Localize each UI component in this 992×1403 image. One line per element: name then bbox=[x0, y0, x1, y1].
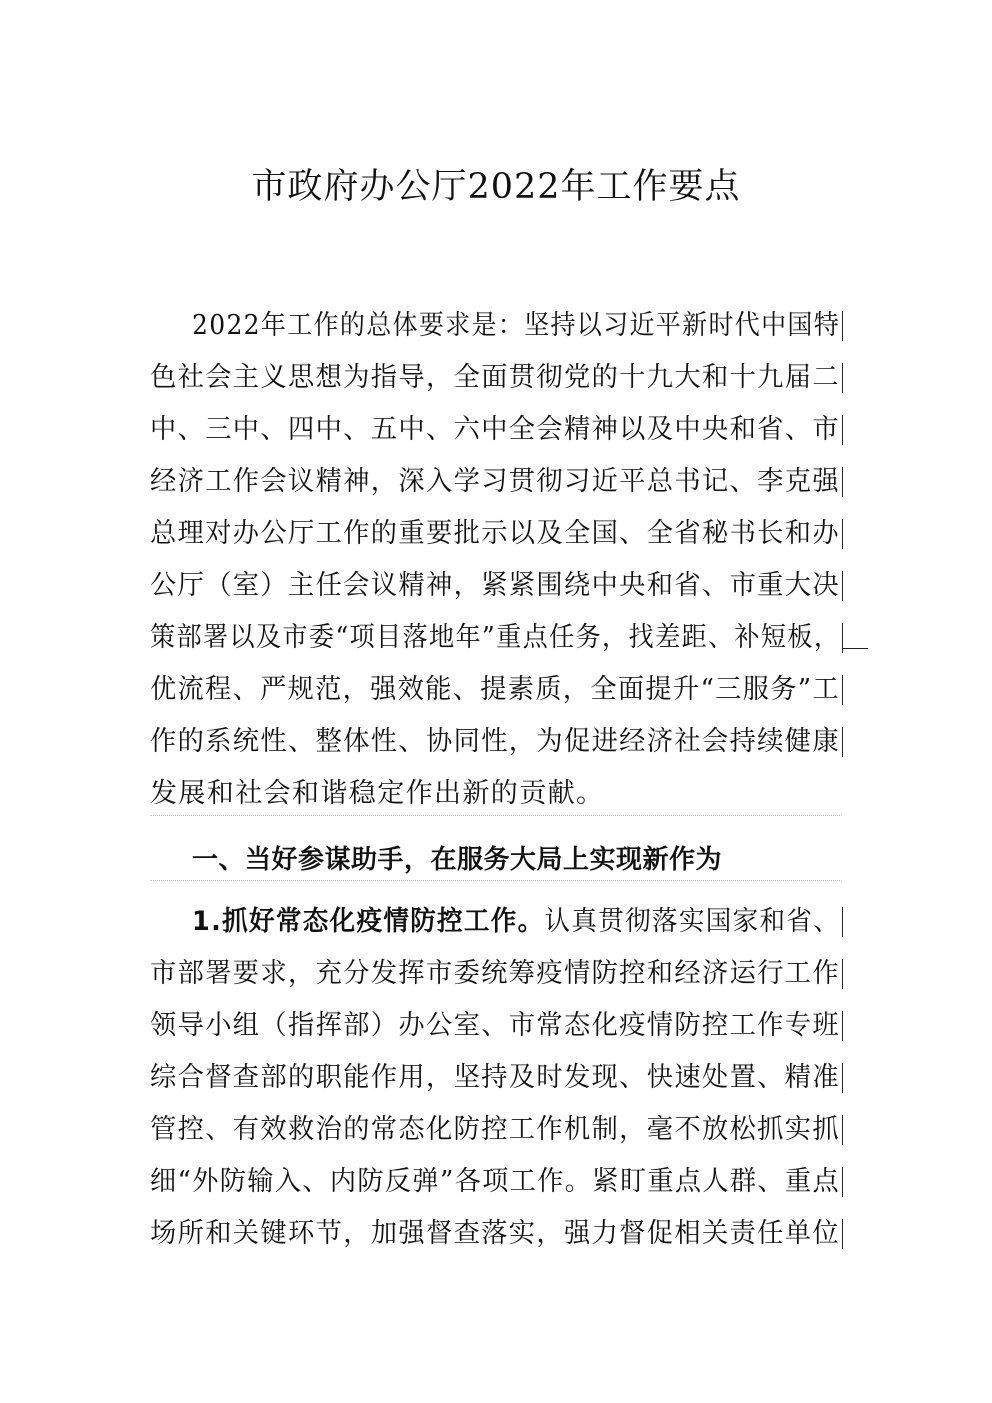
margin-mark bbox=[842, 415, 843, 445]
intro-line: 发展和社会和谐稳定作出新的贡献。 bbox=[150, 778, 605, 809]
item1-first-line bbox=[192, 902, 840, 942]
margin-mark bbox=[842, 1219, 843, 1249]
item1-lead: 1.抓好常态化疫情防控工作。 bbox=[192, 906, 545, 937]
intro-line: 经济工作会议精神，深入学习贯彻习近平总书记、李克强 bbox=[150, 466, 840, 497]
section-heading: 一、当好参谋助手，在服务大局上实现新作为 bbox=[192, 845, 723, 875]
intro-line: 总理对办公厅工作的重要批示以及全国、全省秘书长和办 bbox=[150, 518, 840, 549]
item1-line: 市部署要求，充分发挥市委统筹疫情防控和经济运行工作 bbox=[150, 958, 840, 989]
margin-mark bbox=[842, 675, 843, 705]
item1-line: 领导小组（指挥部）办公室、市常态化疫情防控工作专班 bbox=[150, 1010, 840, 1041]
document-title: 市政府办公厅2022年工作要点 bbox=[251, 167, 741, 207]
margin-mark bbox=[842, 467, 843, 497]
margin-mark bbox=[842, 311, 843, 341]
intro-line: 优流程、严规范，强效能、提素质，全面提升“三服务”工 bbox=[150, 674, 841, 705]
item1-line: 综合督查部的职能作用，坚持及时发现、快速处置、精准 bbox=[150, 1062, 840, 1093]
item1-first-line-rest: 认真贯彻落实国家和省、 bbox=[544, 906, 841, 937]
item1-line: 场所和关键环节，加强督查落实，强力督促相关责任单位 bbox=[150, 1218, 840, 1249]
margin-mark bbox=[842, 907, 843, 937]
paragraph-separator bbox=[150, 815, 842, 816]
item1-line: 管控、有效救治的常态化防控工作机制，毫不放松抓实抓 bbox=[150, 1114, 840, 1145]
intro-line: 中、三中、四中、五中、六中全会精神以及中央和省、市 bbox=[150, 414, 840, 445]
item1-line: 细“外防输入、内防反弹”各项工作。紧盯重点人群、重点 bbox=[150, 1166, 841, 1197]
margin-tick bbox=[842, 648, 868, 649]
margin-mark bbox=[842, 519, 843, 549]
intro-line: 作的系统性、整体性、协同性，为促进经济社会持续健康 bbox=[150, 726, 840, 757]
margin-mark bbox=[842, 363, 843, 393]
margin-mark bbox=[842, 727, 843, 757]
margin-mark bbox=[842, 1167, 843, 1197]
margin-mark bbox=[842, 571, 843, 601]
intro-line: 色社会主义思想为指导，全面贯彻党的十九大和十九届二 bbox=[150, 362, 840, 393]
margin-mark bbox=[842, 1011, 843, 1041]
paragraph-separator bbox=[150, 880, 842, 881]
intro-line: 策部署以及市委“项目落地年”重点任务，找差距、补短板， bbox=[150, 622, 841, 653]
margin-mark bbox=[842, 959, 843, 989]
margin-mark bbox=[842, 1115, 843, 1145]
intro-line: 公厅（室）主任会议精神，紧紧围绕中央和省、市重大决 bbox=[150, 570, 840, 601]
intro-line: 2022年工作的总体要求是：坚持以习近平新时代中国特 bbox=[192, 310, 841, 341]
margin-mark bbox=[842, 1063, 843, 1093]
